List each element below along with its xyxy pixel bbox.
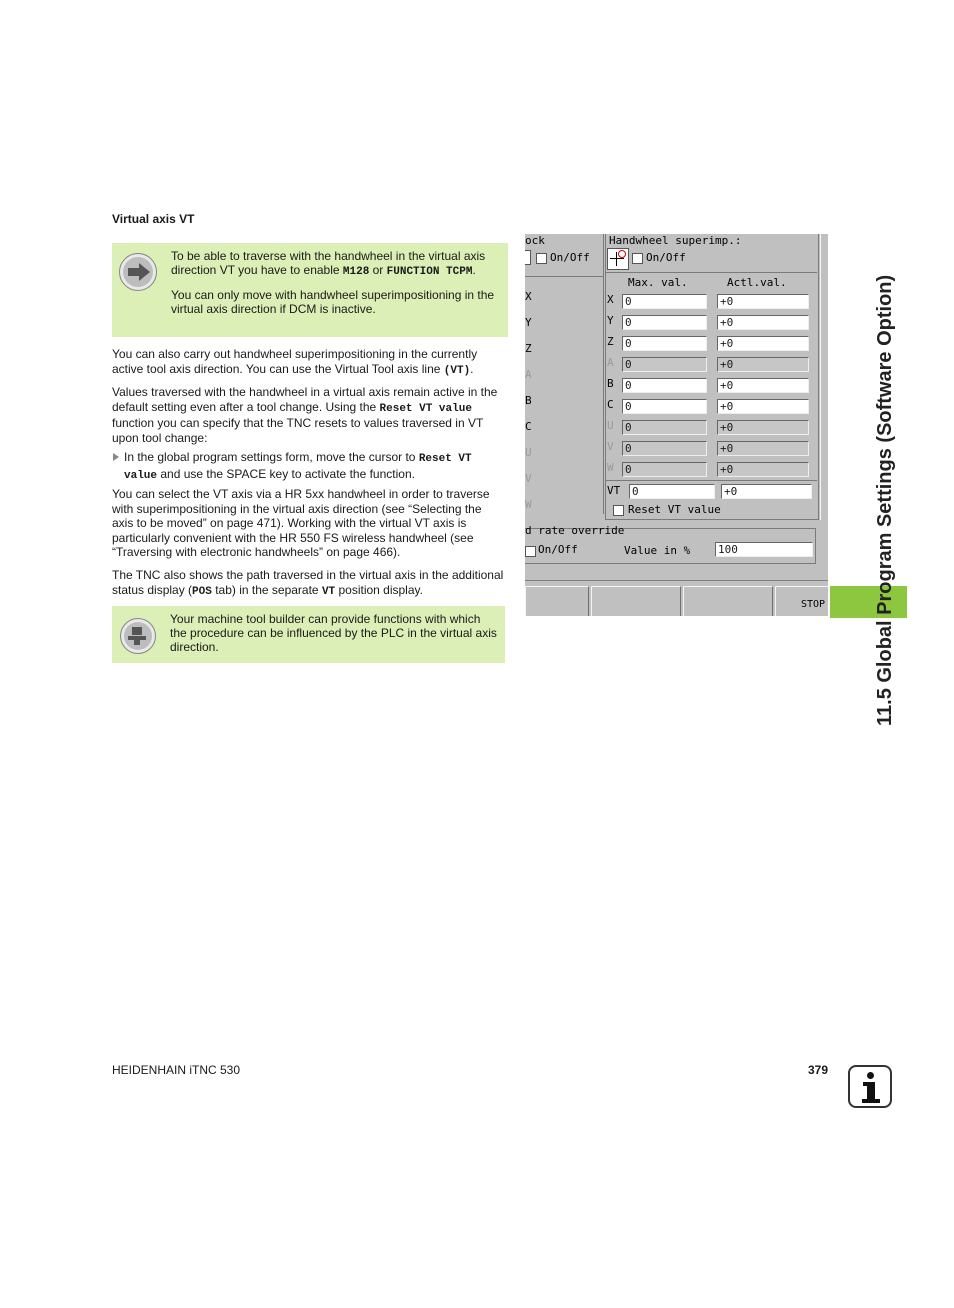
feed-onoff-checkbox[interactable] bbox=[525, 546, 536, 557]
feed-override-title: d rate override bbox=[525, 524, 625, 537]
axis-row-label: A bbox=[607, 356, 614, 369]
left-axis-label: X bbox=[525, 290, 532, 303]
left-axis-label: A bbox=[525, 368, 532, 381]
axis-max-field[interactable]: 0 bbox=[622, 378, 707, 393]
paragraph-3: You can select the VT axis via a HR 5xx handwheel in order to traverse with superimpositioning in the virtual axis direction (see “Selecting the axis to be moved” on page 471). Working with the virtual VT axis is particularly convenient with the HR 550 FS wireless handwheel (see “Traversing with electronic handwheels” on page 466). bbox=[112, 487, 490, 559]
reset-vt-checkbox[interactable] bbox=[613, 505, 624, 516]
axis-row-label: Z bbox=[607, 335, 614, 348]
axis-row-label: B bbox=[607, 377, 614, 390]
axis-max-field[interactable]: 0 bbox=[622, 441, 707, 456]
note-2-text: Your machine tool builder can provide functions with which the procedure can be influenced by the PLC in the virtual axis direction. bbox=[170, 612, 497, 654]
group-label-lock: ock bbox=[525, 234, 545, 247]
vt-max-field[interactable]: 0 bbox=[629, 484, 715, 499]
feed-value-label: Value in % bbox=[624, 544, 691, 557]
paragraph-2: Values traversed with the handwheel in a virtual axis remain active in the default setting even after a tool change. Using the Reset VT value function you can specify that the TNC resets to values traversed in VT upon tool change: bbox=[112, 385, 498, 445]
axis-actual-field[interactable]: +0 bbox=[717, 315, 809, 330]
vt-axis-label: VT bbox=[607, 484, 621, 497]
axis-max-field[interactable]: 0 bbox=[622, 294, 707, 309]
feed-value-field[interactable]: 100 bbox=[715, 542, 813, 557]
tnc-settings-screenshot bbox=[525, 234, 828, 616]
axis-max-field[interactable]: 0 bbox=[622, 336, 707, 351]
axis-row-label: X bbox=[607, 293, 614, 306]
column-header-actual: Actl.val. bbox=[727, 276, 787, 289]
axis-row-label: V bbox=[607, 440, 614, 453]
axis-actual-field[interactable]: +0 bbox=[717, 294, 809, 309]
paragraph-4: The TNC also shows the path traversed in the virtual axis in the additional status display (POS tab) in the separate VT position display. bbox=[112, 568, 504, 598]
left-axis-label: U bbox=[525, 446, 532, 459]
axis-max-field[interactable]: 0 bbox=[622, 399, 707, 414]
axis-row-label: W bbox=[607, 461, 614, 474]
reset-vt-label: Reset VT value bbox=[628, 503, 721, 516]
arrow-right-icon bbox=[119, 253, 157, 291]
softkey-2[interactable] bbox=[591, 586, 681, 616]
axis-actual-field[interactable]: +0 bbox=[717, 441, 809, 456]
axis-row-label: C bbox=[607, 398, 614, 411]
section-heading: Virtual axis VT bbox=[112, 212, 195, 226]
handwheel-icon bbox=[607, 248, 629, 270]
axis-actual-field[interactable]: +0 bbox=[717, 336, 809, 351]
softkey-3[interactable] bbox=[683, 586, 773, 616]
handwheel-onoff-checkbox[interactable] bbox=[632, 253, 643, 264]
axis-actual-field[interactable]: +0 bbox=[717, 462, 809, 477]
bullet-item bbox=[112, 450, 506, 483]
axis-row-label: Y bbox=[607, 314, 614, 327]
note-1-paragraph-2: You can only move with handwheel superimpositioning in the virtual axis direction if DCM is inactive. bbox=[171, 288, 495, 316]
info-icon bbox=[848, 1065, 892, 1108]
bullet-text: In the global program settings form, move the cursor to Reset VT value and use the SPACE key to activate the function. bbox=[124, 450, 472, 482]
column-header-max: Max. val. bbox=[628, 276, 688, 289]
note-1-text bbox=[171, 249, 501, 316]
softkey-stop[interactable]: STOP bbox=[775, 586, 828, 616]
axis-actual-field[interactable]: +0 bbox=[717, 357, 809, 372]
left-axis-label: C bbox=[525, 420, 532, 433]
paragraph-1: You can also carry out handwheel superimpositioning in the currently active tool axis direction. You can use the Virtual Tool axis line (VT). bbox=[112, 347, 478, 377]
left-axis-label: B bbox=[525, 394, 532, 407]
axis-max-field[interactable]: 0 bbox=[622, 315, 707, 330]
axis-actual-field[interactable]: +0 bbox=[717, 378, 809, 393]
feed-onoff-label: On/Off bbox=[538, 543, 578, 556]
handwheel-onoff-label: On/Off bbox=[646, 251, 686, 264]
left-onoff-checkbox[interactable] bbox=[536, 253, 547, 264]
bullet-triangle-icon bbox=[113, 453, 119, 461]
left-axis-label: V bbox=[525, 472, 532, 485]
softkey-1[interactable] bbox=[525, 586, 589, 616]
left-axis-label: W bbox=[525, 498, 532, 511]
note-1-paragraph-1: To be able to traverse with the handwheel in the virtual axis direction VT you have to enable M128 or FUNCTION TCPM. bbox=[171, 249, 486, 278]
note-box-machine bbox=[112, 606, 505, 663]
footer-product: HEIDENHAIN iTNC 530 bbox=[112, 1063, 241, 1077]
chapter-side-title: 11.5 Global Program Settings (Software Option) bbox=[874, 274, 896, 726]
left-axis-label: Z bbox=[525, 342, 532, 355]
page-number: 379 bbox=[808, 1063, 829, 1077]
vt-actual-field[interactable]: +0 bbox=[721, 484, 812, 499]
axis-max-field[interactable]: 0 bbox=[622, 420, 707, 435]
axis-max-field[interactable]: 0 bbox=[622, 357, 707, 372]
machine-tool-icon bbox=[120, 618, 156, 654]
note-box-info bbox=[112, 243, 508, 337]
axis-actual-field[interactable]: +0 bbox=[717, 399, 809, 414]
left-onoff-label: On/Off bbox=[550, 251, 590, 264]
left-axis-label: Y bbox=[525, 316, 532, 329]
handwheel-title: Handwheel superimp.: bbox=[609, 234, 742, 247]
axis-row-label: U bbox=[607, 419, 614, 432]
axis-actual-field[interactable]: +0 bbox=[717, 420, 809, 435]
axis-max-field[interactable]: 0 bbox=[622, 462, 707, 477]
